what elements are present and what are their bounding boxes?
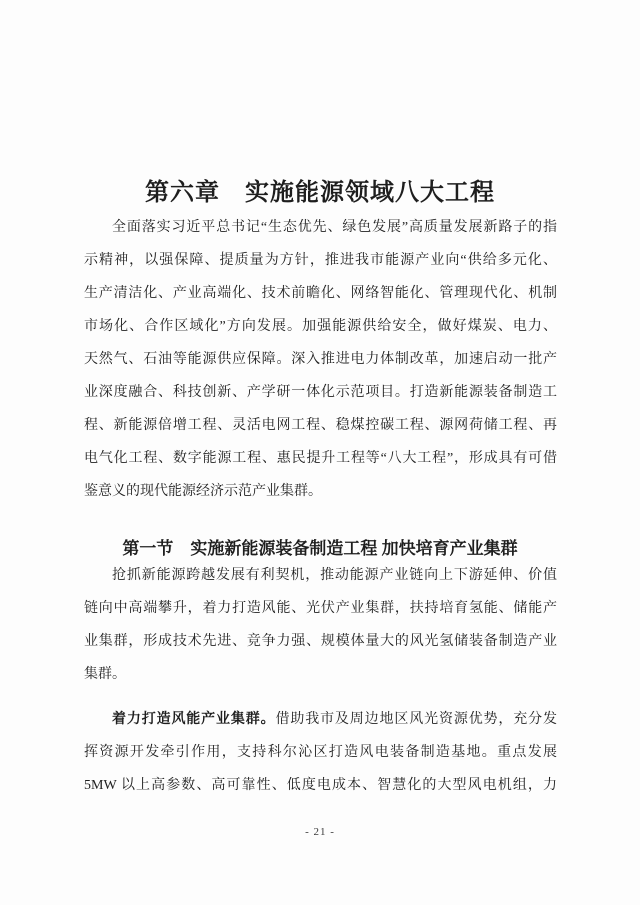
paragraph-line: 市场化、合作区域化”方向发展。加强能源供给安全，做好煤炭、电力、 [84, 319, 557, 334]
paragraph-line: 链向中高端攀升，着力打造风能、光伏产业集群，扶持培育氢能、储能产 [84, 601, 557, 616]
section-heading: 第一节 实施新能源装备制造工程 加快培育产业集群 [122, 539, 518, 559]
paragraph-line: 天然气、石油等能源供应保障。深入推进电力体制改革，加速启动一批产 [84, 352, 557, 367]
bold-lead-text: 着力打造风能产业集群。 [112, 712, 276, 727]
paragraph-1 [84, 211, 557, 508]
paragraph-line: 5MW 以上高参数、高可靠性、低度电成本、智慧化的大型风电机组，力 [84, 778, 557, 793]
paragraph-line: 程、新能源倍增工程、灵活电网工程、稳煤控碳工程、源网荷储工程、再 [84, 418, 557, 433]
paragraph-line: 集群。 [84, 667, 126, 682]
paragraph-line: 电气化工程、数字能源工程、惠民提升工程等“八大工程”，形成具有可借 [84, 451, 557, 466]
paragraph-2 [84, 559, 557, 691]
page-number: - 21 - [305, 826, 335, 838]
paragraph-3 [84, 703, 557, 802]
paragraph-line: 示精神，以强保障、提质量为方针，推进我市能源产业向“供给多元化、 [84, 253, 557, 268]
paragraph-line: 生产清洁化、产业高端化、技术前瞻化、网络智能化、管理现代化、机制 [84, 286, 557, 301]
paragraph-line: 挥资源开发牵引作用，支持科尔沁区打造风电装备制造基地。重点发展 [84, 745, 557, 760]
paragraph-line [84, 703, 557, 736]
paragraph-line: 全面落实习近平总书记“生态优先、绿色发展”高质量发展新路子的指 [112, 220, 557, 235]
chapter-title: 第六章 实施能源领域八大工程 [145, 180, 495, 207]
paragraph-line: 鉴意义的现代能源经济示范产业集群。 [84, 484, 322, 499]
paragraph-text: 借助我市及周边地区风光资源优势，充分发 [275, 712, 557, 727]
paragraph-line: 业深度融合、科技创新、产学研一体化示范项目。打造新能源装备制造工 [84, 385, 557, 400]
paragraph-line: 业集群，形成技术先进、竞争力强、规模体量大的风光氢储装备制造产业 [84, 634, 557, 649]
paragraph-line: 抢抓新能源跨越发展有利契机，推动能源产业链向上下游延伸、价值 [112, 568, 557, 583]
